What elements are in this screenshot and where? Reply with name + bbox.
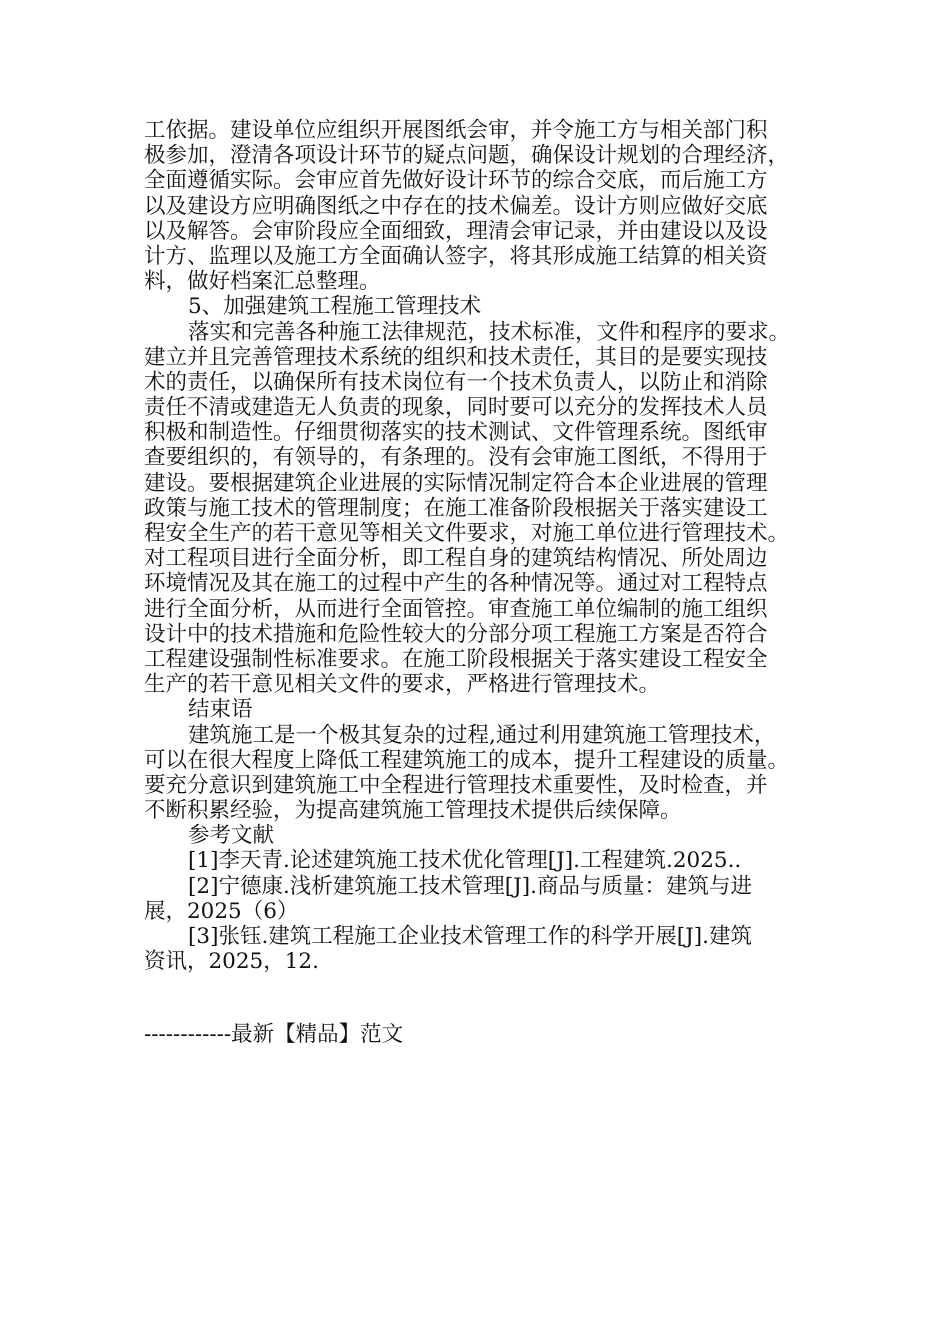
para-2 [144, 320, 804, 698]
text-line: 极参加，澄清各项设计环节的疑点问题，确保设计规划的合理经济， [144, 143, 790, 169]
text-line: [3]张钰.建筑工程施工企业技术管理工作的科学开展[J].建筑 [188, 924, 753, 949]
text-line: 术的责任，以确保所有技术岗位有一个技术负责人，以防止和消除 [144, 369, 768, 395]
text-line: 参考文献 [188, 823, 275, 849]
text-line: 全面遵循实际。会审应首先做好设计环节的综合交底，而后施工方 [144, 168, 768, 194]
text-line: 对工程项目进行全面分析，即工程自身的建筑结构情况、所处周边 [144, 546, 768, 572]
text-line: [2]宁德康.浅析建筑施工技术管理[J].商品与质量：建筑与进 [188, 873, 753, 899]
text-line: 建筑施工是一个极其复杂的过程,通过利用建筑施工管理技术， [188, 722, 776, 748]
heading-5 [144, 294, 804, 319]
text-line: 计方、监理以及施工方全面确认签字，将其形成施工结算的相关资 [144, 243, 768, 269]
heading-conclusion [144, 697, 804, 722]
text-line: 5、加强建筑工程施工管理技术 [188, 294, 482, 320]
text-line: 结束语 [188, 697, 253, 723]
text-line: 工程建设强制性标准要求。在施工阶段根据关于落实建设工程安全 [144, 646, 768, 672]
text-line: 查要组织的，有领导的，有条理的。没有会审施工图纸，不得用于 [144, 445, 768, 471]
text-line: 要充分意识到建筑施工中全程进行管理技术重要性，及时检查，并 [144, 772, 768, 798]
para-1 [144, 118, 804, 294]
text-line: 建设。要根据建筑企业进展的实际情况制定符合本企业进展的管理 [144, 470, 768, 496]
text-line: 资讯，2025，12. [144, 949, 319, 975]
heading-references [144, 823, 804, 848]
text-line: 建立并且完善管理技术系统的组织和技术责任，其目的是要实现技 [144, 344, 768, 370]
text-line: 环境情况及其在施工的过程中产生的各种情况等。通过对工程特点 [144, 571, 768, 597]
text-line: 进行全面分析，从而进行全面管控。审查施工单位编制的施工组织 [144, 596, 768, 622]
text-line: 工依据。建设单位应组织开展图纸会审，并令施工方与相关部门积 [144, 118, 768, 143]
text-line: 以及解答。会审阶段应全面细致，理清会审记录，并由建设以及设 [144, 218, 768, 244]
text-line: [1]李天青.论述建筑施工技术优化管理[J].工程建筑.2025.. [188, 848, 742, 874]
text-line: 积极和制造性。仔细贯彻落实的技术测试、文件管理系统。图纸审 [144, 420, 768, 446]
text-line: 生产的若干意见相关文件的要求，严格进行管理技术。 [144, 672, 661, 698]
document-body [144, 118, 804, 974]
footer-tagline: ------------最新【精品】范文 [144, 1022, 404, 1047]
text-line: 不断积累经验，为提高建筑施工管理技术提供后续保障。 [144, 798, 682, 824]
text-line: 料，做好档案汇总整理。 [144, 269, 381, 295]
text-line: 以及建设方应明确图纸之中存在的技术偏差。设计方则应做好交底 [144, 193, 768, 219]
text-line: 责任不清或建造无人负责的现象，同时要可以充分的发挥技术人员 [144, 395, 768, 421]
para-3 [144, 723, 804, 824]
text-line: 展，2025（6） [144, 898, 299, 924]
text-line: 政策与施工技术的管理制度；在施工准备阶段根据关于落实建设工 [144, 495, 768, 521]
text-line: 可以在很大程度上降低工程建筑施工的成本，提升工程建设的质量。 [144, 747, 790, 773]
ref-1 [144, 848, 804, 873]
text-line: 落实和完善各种施工法律规范，技术标准，文件和程序的要求。 [188, 319, 791, 345]
text-line: 程安全生产的若干意见等相关文件要求，对施工单位进行管理技术。 [144, 521, 790, 546]
ref-2 [144, 874, 804, 924]
ref-3 [144, 924, 804, 974]
text-line: 设计中的技术措施和危险性较大的分部分项工程施工方案是否符合 [144, 621, 768, 647]
